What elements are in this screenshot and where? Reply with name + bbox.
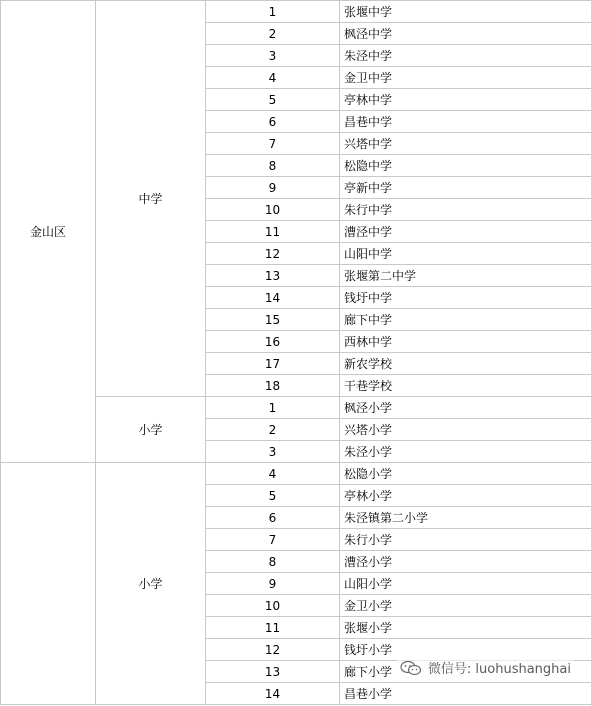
- school-name-cell: 兴塔中学: [340, 133, 591, 155]
- number-cell: 15: [206, 309, 340, 331]
- level-cell: 中学: [96, 1, 206, 397]
- school-table-body: [1, 1, 591, 705]
- table-row: [1, 1, 591, 23]
- number-cell: 12: [206, 639, 340, 661]
- school-name-cell: 山阳小学: [340, 573, 591, 595]
- school-name-cell: 钱圩中学: [340, 287, 591, 309]
- school-name-cell: 亭新中学: [340, 177, 591, 199]
- school-name-cell: 西林中学: [340, 331, 591, 353]
- number-cell: 9: [206, 573, 340, 595]
- number-cell: 2: [206, 23, 340, 45]
- number-cell: 10: [206, 595, 340, 617]
- number-cell: 9: [206, 177, 340, 199]
- number-cell: 4: [206, 67, 340, 89]
- school-name-cell: 廊下中学: [340, 309, 591, 331]
- school-name-cell: 干巷学校: [340, 375, 591, 397]
- level-cell: 小学: [96, 397, 206, 463]
- school-name-cell: 张堰第二中学: [340, 265, 591, 287]
- number-cell: 11: [206, 617, 340, 639]
- school-name-cell: 山阳中学: [340, 243, 591, 265]
- district-cell: [1, 463, 96, 705]
- number-cell: 5: [206, 89, 340, 111]
- number-cell: 12: [206, 243, 340, 265]
- school-name-cell: 廊下小学: [340, 661, 591, 683]
- wechat-icon: [400, 660, 422, 676]
- school-name-cell: 新农学校: [340, 353, 591, 375]
- school-name-cell: 亭林小学: [340, 485, 591, 507]
- school-name-cell: 朱泾镇第二小学: [340, 507, 591, 529]
- number-cell: 7: [206, 529, 340, 551]
- school-name-cell: 枫泾小学: [340, 397, 591, 419]
- number-cell: 11: [206, 221, 340, 243]
- number-cell: 18: [206, 375, 340, 397]
- school-name-cell: 张堰中学: [340, 1, 591, 23]
- school-name-cell: 朱行中学: [340, 199, 591, 221]
- number-cell: 3: [206, 441, 340, 463]
- number-cell: 6: [206, 507, 340, 529]
- school-name-cell: 松隐中学: [340, 155, 591, 177]
- school-name-cell: 金卫中学: [340, 67, 591, 89]
- number-cell: 17: [206, 353, 340, 375]
- number-cell: 2: [206, 419, 340, 441]
- school-name-cell: 金卫小学: [340, 595, 591, 617]
- number-cell: 7: [206, 133, 340, 155]
- number-cell: 8: [206, 155, 340, 177]
- number-cell: 14: [206, 683, 340, 705]
- school-name-cell: 朱泾中学: [340, 45, 591, 67]
- number-cell: 14: [206, 287, 340, 309]
- school-name-cell: 枫泾中学: [340, 23, 591, 45]
- number-cell: 10: [206, 199, 340, 221]
- school-name-cell: 昌巷中学: [340, 111, 591, 133]
- number-cell: 3: [206, 45, 340, 67]
- school-name-cell: 朱行小学: [340, 529, 591, 551]
- number-cell: 16: [206, 331, 340, 353]
- school-name-cell: 漕泾中学: [340, 221, 591, 243]
- district-cell: 金山区: [1, 1, 96, 463]
- number-cell: 4: [206, 463, 340, 485]
- school-name-cell: 兴塔小学: [340, 419, 591, 441]
- number-cell: 13: [206, 265, 340, 287]
- number-cell: 8: [206, 551, 340, 573]
- school-name-cell: 朱泾小学: [340, 441, 591, 463]
- level-cell: 小学: [96, 463, 206, 705]
- watermark-text: 微信号: luohushanghai: [427, 662, 571, 677]
- school-name-cell: 昌巷小学: [340, 683, 591, 705]
- school-name-cell: 钱圩小学: [340, 639, 591, 661]
- number-cell: 6: [206, 111, 340, 133]
- number-cell: 5: [206, 485, 340, 507]
- school-name-cell: 亭林中学: [340, 89, 591, 111]
- number-cell: 1: [206, 1, 340, 23]
- school-name-cell: 漕泾小学: [340, 551, 591, 573]
- school-name-cell: 张堰小学: [340, 617, 591, 639]
- watermark: [397, 657, 574, 678]
- number-cell: 13: [206, 661, 340, 683]
- school-name-cell: 松隐小学: [340, 463, 591, 485]
- number-cell: 1: [206, 397, 340, 419]
- table-row: [1, 463, 591, 485]
